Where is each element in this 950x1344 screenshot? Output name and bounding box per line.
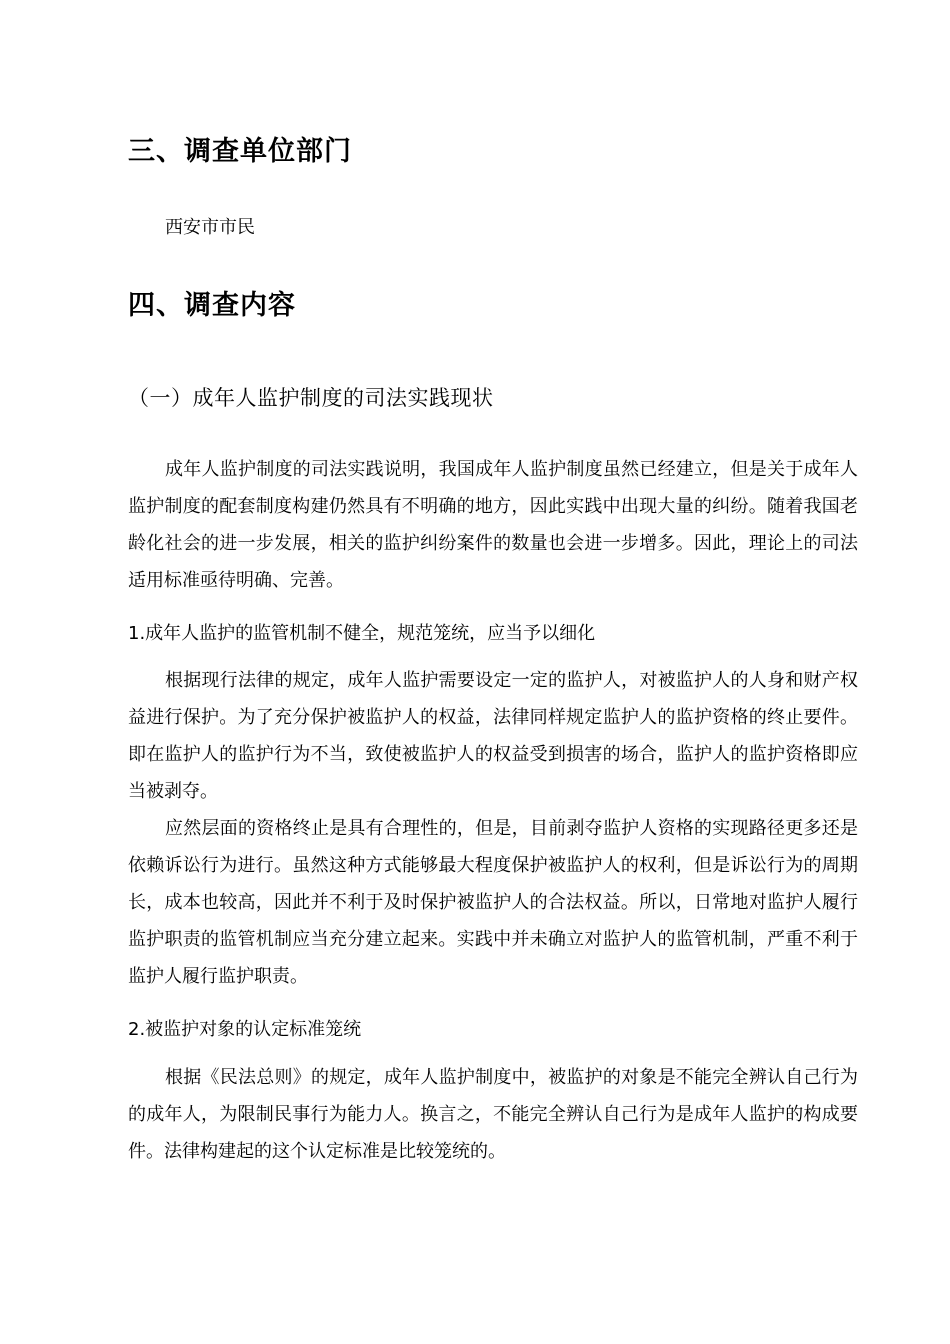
section-4-heading: 四、调查内容 bbox=[128, 290, 296, 321]
section-3-body: 西安市市民 bbox=[165, 217, 255, 238]
point-1-paragraph-1: 根据现行法律的规定，成年人监护需要设定一定的监护人，对被监护人的人身和财产权益进行保护。为了充分保护被监护人的权益，法律同样规定监护人的监护资格的终止要件。即在监护人的监护行为不当，致使被监护人的权益受到损害的场合，监护人的监护资格即应当被剥夺。 bbox=[128, 670, 858, 802]
subsection-intro-paragraph: 成年人监护制度的司法实践说明，我国成年人监护制度虽然已经建立，但是关于成年人监护制度的配套制度构建仍然具有不明确的地方，因此实践中出现大量的纠纷。随着我国老龄化社会的进一步发展，相关的监护纠纷案件的数量也会进一步增多。因此，理论上的司法适用标准亟待明确、完善。 bbox=[128, 459, 858, 591]
point-1-title: 1.成年人监护的监管机制不健全，规范笼统，应当予以细化 bbox=[128, 623, 596, 644]
point-2-title: 2.被监护对象的认定标准笼统 bbox=[128, 1019, 362, 1040]
subsection-title: （一）成年人监护制度的司法实践现状 bbox=[128, 386, 494, 410]
point-2-paragraph-1: 根据《民法总则》的规定，成年人监护制度中，被监护的对象是不能完全辨认自己行为的成年人，为限制民事行为能力人。换言之，不能完全辨认自己行为是成年人监护的构成要件。法律构建起的这个认定标准是比较笼统的。 bbox=[128, 1067, 858, 1162]
point-1-paragraph-2: 应然层面的资格终止是具有合理性的，但是，目前剥夺监护人资格的实现路径更多还是依赖诉讼行为进行。虽然这种方式能够最大程度保护被监护人的权利，但是诉讼行为的周期长，成本也较高，因此并不利于及时保护被监护人的合法权益。所以，日常地对监护人履行监护职责的监管机制应当充分建立起来。实践中并未确立对监护人的监管机制，严重不利于监护人履行监护职责。 bbox=[128, 818, 858, 987]
section-3-heading: 三、调查单位部门 bbox=[128, 136, 352, 167]
